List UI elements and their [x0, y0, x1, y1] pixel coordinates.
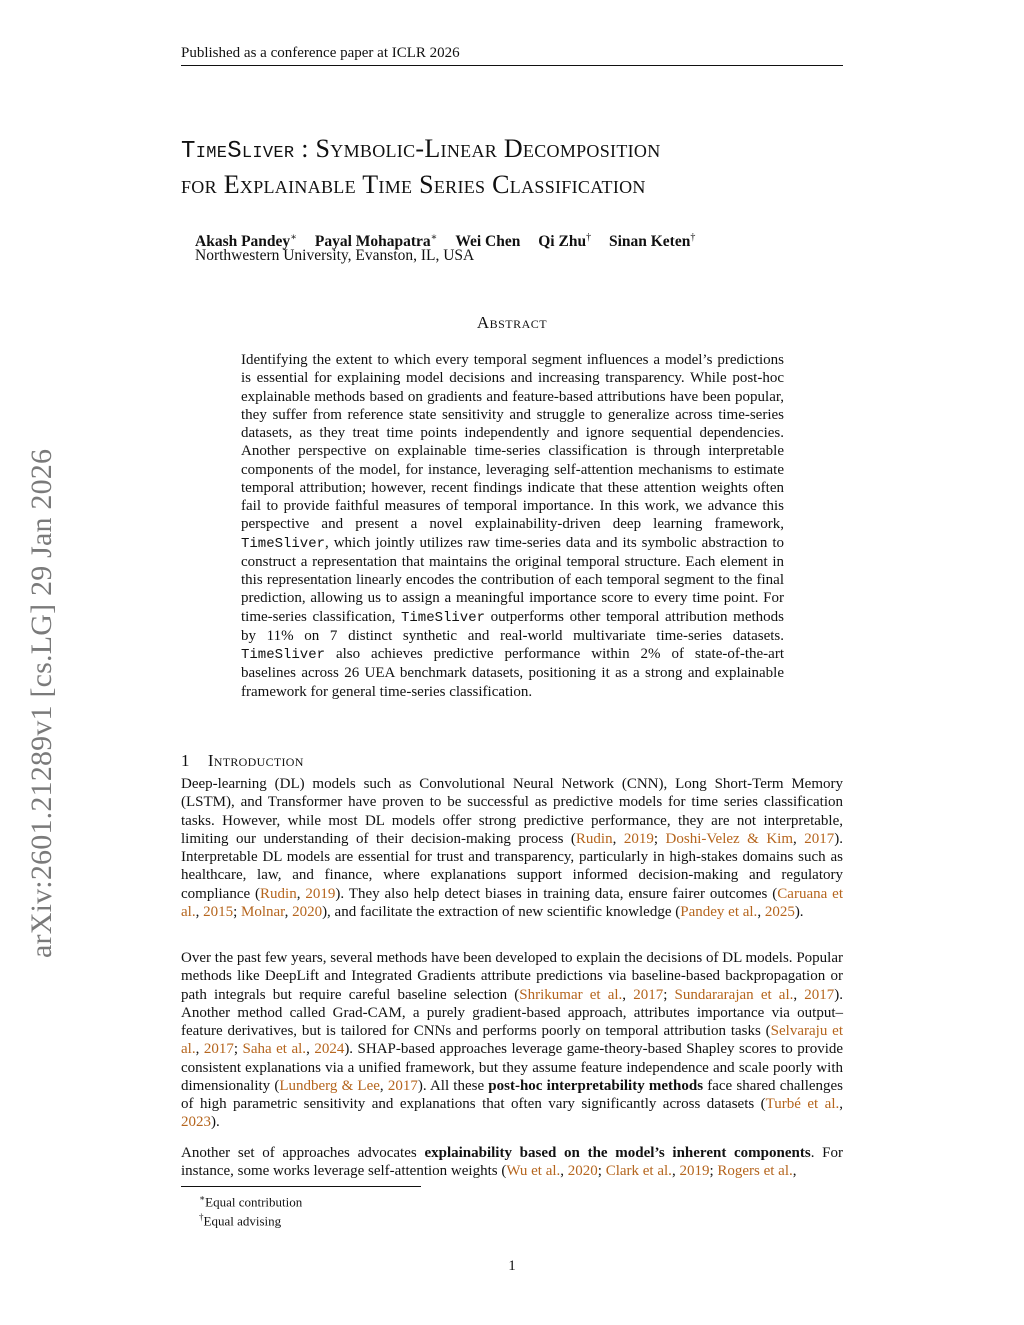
citation-year-link[interactable]: 2015 [203, 903, 234, 920]
citation-link[interactable]: Turbé et al. [765, 1096, 840, 1112]
citation-link[interactable]: Wu et al. [506, 1163, 561, 1180]
method-name: TimeSliver [400, 609, 485, 626]
section-heading [181, 751, 843, 771]
footnote: †Equal advising [199, 1212, 282, 1229]
running-header: Published as a conference paper at ICLR 2026 [181, 45, 460, 61]
section-number: 1 [181, 751, 190, 770]
footnote-rule [181, 1186, 421, 1187]
author: Qi Zhu† [538, 232, 592, 251]
citation-link[interactable]: Sundararajan et al. [674, 986, 794, 1003]
paragraph: Another set of approaches advocates explainability based on the model’s inherent components. For instance, some works leverage self-attention weights (Wu et al., 2020; Clark et al., 2019; Rogers et al., [181, 1145, 843, 1180]
title-separator: : [294, 134, 316, 163]
citation-year-link[interactable]: 2017 [804, 830, 835, 847]
abstract-body: Identifying the extent to which every temporal segment influences a model’s predictions is essential for explaining model decisions and increasing transparency. While post-hoc explainable methods based on gradients and feature-based attributions have been popular, they suffer from reference state sensitivity and struggle to generalize across time-series datasets, as they treat time points independently and ignore sequential dependencies. Another perspective on explainable time-series classification is through interpretable components of the model, for instance, leveraging self-attention mechanisms to estimate temporal attribution; however, recent findings indicate that these attention weights often fail to provide faithful measures of temporal importance. In this work, we advance this perspective and present a novel explainability-driven deep learning framework, TimeSliver, which jointly utilizes raw time-series data and its symbolic abstraction to construct a representation that maintains the original temporal structure. Each element in this representation linearly encodes the contribution of each temporal segment to the final prediction, allowing us to assign a meaningful importance score to every time point. For time-series classification, TimeSliver outperforms other temporal attribution methods by 11% on 7 distinct synthetic and real-world multivariate time-series datasets. TimeSliver also achieves predictive performance within 2% of state-of-the-art baselines across 26 UEA benchmark datasets, positioning it as a strong and explainable framework for general time-series classification. [241, 352, 784, 700]
abstract-heading: Abstract [476, 313, 548, 332]
header-rule [181, 65, 843, 66]
citation-year-link[interactable]: 2017 [203, 1041, 234, 1058]
citation-link[interactable]: Pandey et al. [680, 903, 758, 920]
section-title: Introduction [207, 751, 304, 770]
author: Akash Pandey∗ [195, 232, 297, 251]
method-name: TimeSliver [241, 535, 326, 552]
citation-year-link[interactable]: 2017 [387, 1077, 418, 1094]
citation-link[interactable]: Molnar [241, 903, 285, 920]
citation-link[interactable]: Rogers et al. [717, 1163, 793, 1180]
paper-title [181, 132, 861, 201]
citation-year-link[interactable]: 2017 [804, 986, 835, 1003]
citation-link[interactable]: Caruana et al. [181, 885, 843, 920]
citation-year-link[interactable]: 2019 [679, 1163, 710, 1180]
citation-year-link[interactable]: 2020 [567, 1163, 598, 1180]
citation-year-link[interactable]: 2025 [764, 903, 795, 920]
citation-link[interactable]: Rudin [260, 885, 297, 902]
citation-year-link[interactable]: 2024 [314, 1041, 345, 1058]
title-method-name: TimeSliver [181, 138, 295, 165]
citation-link[interactable]: Selvaraju et al. [181, 1023, 843, 1058]
author: Payal Mohapatra∗ [314, 232, 438, 251]
paragraph: Over the past few years, several methods have been developed to explain the decisions of DL models. Popular methods like DeepLift and Integrated Gradients attribute predictions via baseline-based backpropagation or path integrals but require careful baseline selection (Shrikumar et al., 2017; Sundararajan et al., 2017). Another method called Grad-CAM, a purely gradient-based approach, attributes importance via output–feature derivatives, but is tailored for CNNs and performs poorly on temporal attribution tasks (Selvaraju et al., 2017; Saha et al., 2024). SHAP-based approaches leverage game-theory-based Shapley scores to provide consistent explanations via a unified framework, but they assume feature independence and scale poorly with dimensionality (Lundberg & Lee, 2017). All these post-hoc interpretability methods face shared challenges of high parametric sensitivity and explanations that often vary significantly across datasets (Turbé et al., 2023). [181, 950, 844, 1131]
bold-term: post-hoc interpretability methods [488, 1077, 704, 1094]
citation-link[interactable]: Lundberg & Lee [279, 1077, 380, 1094]
citation-link[interactable]: Doshi-Velez & Kim [665, 830, 794, 847]
citation-link[interactable]: Clark et al. [605, 1163, 672, 1180]
citation-link[interactable]: Rudin [575, 830, 613, 847]
citation-year-link[interactable]: 2020 [292, 903, 323, 920]
citation-link[interactable]: Shrikumar et al. [519, 986, 623, 1003]
citation-year-link[interactable]: 2019 [305, 885, 336, 902]
page-number: 1 [508, 1258, 516, 1274]
citation-year-link[interactable]: 2023 [181, 1114, 211, 1131]
author: Sinan Keten† [608, 232, 696, 251]
bold-term: explainability based on the model’s inherent components [424, 1145, 811, 1161]
citation-year-link[interactable]: 2017 [633, 986, 664, 1003]
title-line1: Symbolic-Linear Decomposition [315, 134, 661, 163]
method-name: TimeSliver [241, 647, 326, 663]
arxiv-stamp: arXiv:2601.21289v1 [cs.LG] 29 Jan 2026 [25, 448, 58, 958]
affiliation: Northwestern University, Evanston, IL, USA [195, 247, 475, 264]
author: Wei Chen [455, 233, 521, 251]
title-line2: for Explainable Time Series Classification [181, 170, 646, 199]
paragraph: Deep-learning (DL) models such as Convolutional Neural Network (CNN), Long Short-Term Memory (LSTM), and Transformer have proven to be successful as predictive models for time series classification tasks. However, while most DL models offer strong predictive performance, they are not interpretable, limiting our understanding of their decision-making process (Rudin, 2019; Doshi-Velez & Kim, 2017). Interpretable DL models are essential for trust and transparency, particularly in high-stakes domains such as healthcare, law, and finance, where explanations support informed decision-making and regulatory compliance (Rudin, 2019). They also help detect biases in training data, ensure fairer outcomes (Caruana et al., 2015; Molnar, 2020), and facilitate the extraction of new scientific knowledge (Pandey et al., 2025). [181, 776, 844, 920]
citation-year-link[interactable]: 2019 [623, 830, 654, 847]
footnote: ∗Equal contribution [199, 1193, 303, 1210]
citation-link[interactable]: Saha et al. [242, 1041, 307, 1058]
